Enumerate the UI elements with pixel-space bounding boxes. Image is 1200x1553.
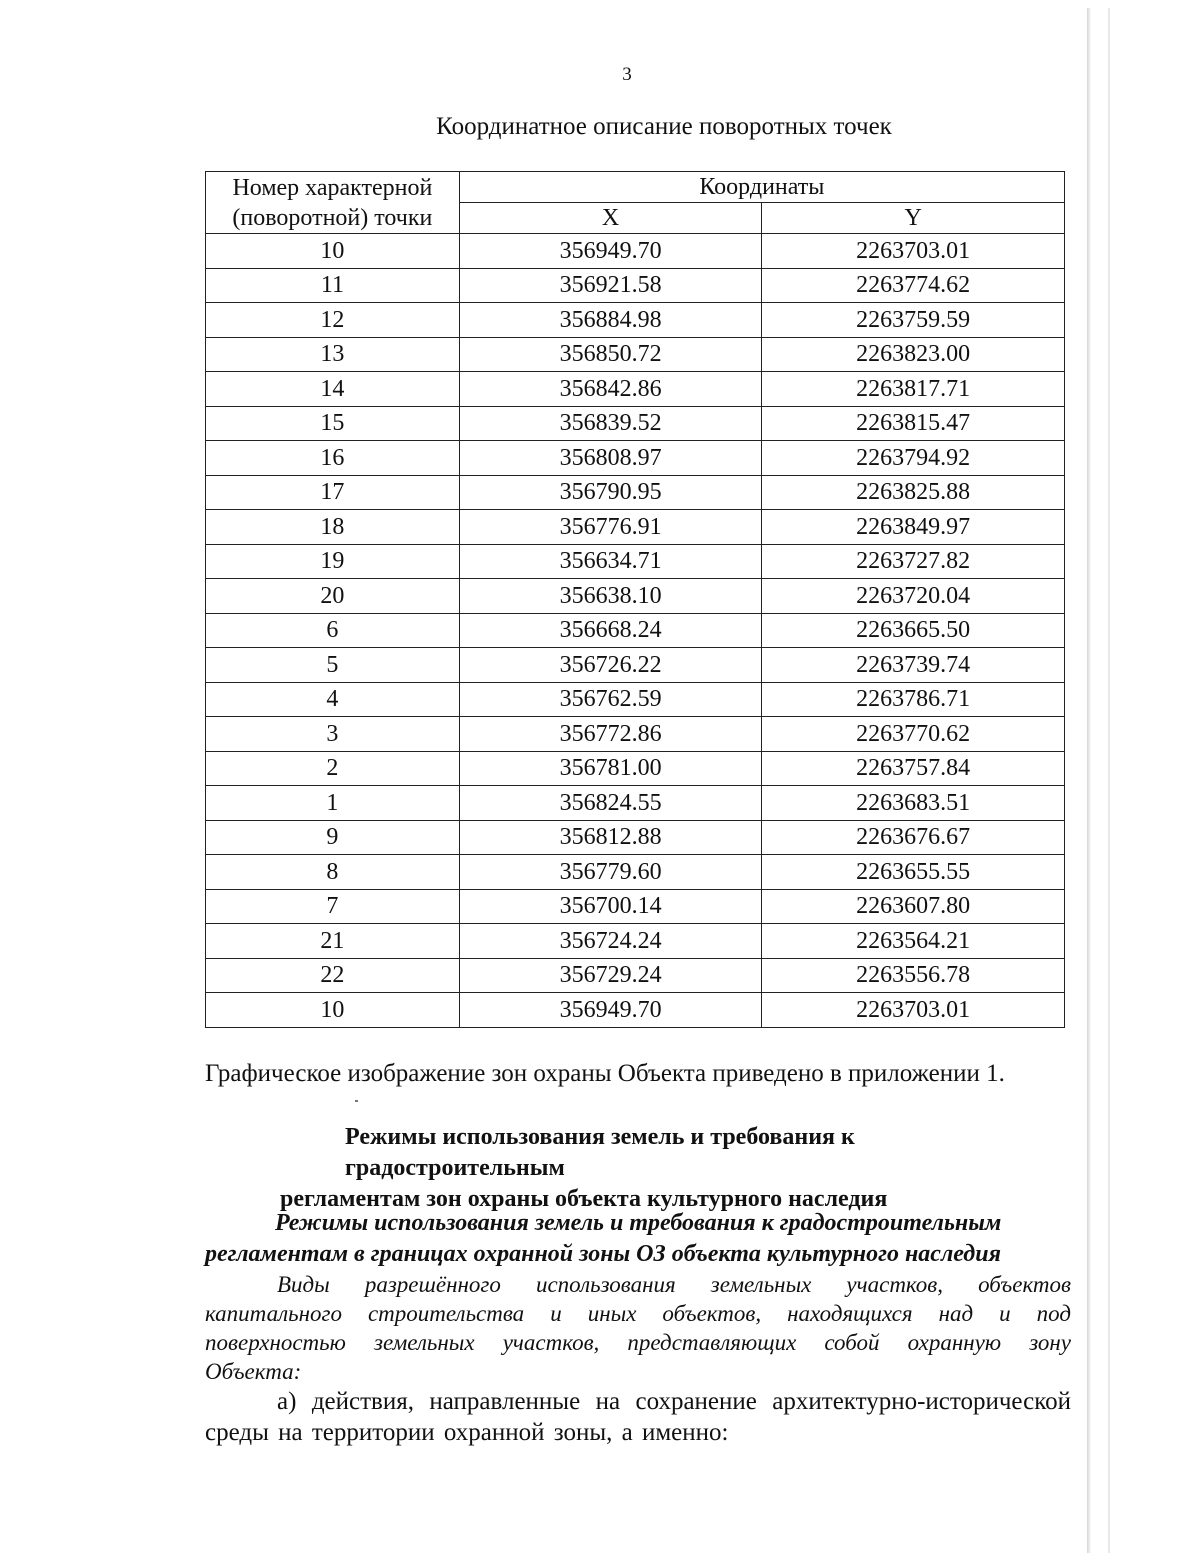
y-cell: 2263739.74: [762, 648, 1065, 683]
subsection-heading-line2: регламентам в границах охранной зоны ОЗ объекта культурного наследия: [205, 1241, 1001, 1267]
y-cell: 2263794.92: [762, 441, 1065, 476]
intro-paragraph: Виды разрешённого использования земельных участков, объектов капитального строительства и иных объектов, находящихся над и под поверхностью земельных участков, представляющих собой охранную зону Объекта:: [205, 1272, 1071, 1384]
table-row: [206, 510, 1065, 545]
point-cell: 19: [206, 544, 460, 579]
point-cell: 20: [206, 579, 460, 614]
point-cell: 22: [206, 958, 460, 993]
table-row: [206, 303, 1065, 338]
x-cell: 356776.91: [459, 510, 762, 545]
x-cell: 356839.52: [459, 406, 762, 441]
point-cell: 8: [206, 855, 460, 890]
y-cell: 2263817.71: [762, 372, 1065, 407]
table-row: [206, 717, 1065, 752]
x-cell: 356790.95: [459, 475, 762, 510]
x-cell: 356921.58: [459, 268, 762, 303]
x-cell: 356850.72: [459, 337, 762, 372]
x-cell: 356812.88: [459, 820, 762, 855]
y-cell: 2263703.01: [762, 234, 1065, 269]
header-y: Y: [762, 203, 1065, 234]
point-cell: 12: [206, 303, 460, 338]
table-row: [206, 337, 1065, 372]
y-cell: 2263759.59: [762, 303, 1065, 338]
x-cell: 356724.24: [459, 924, 762, 959]
x-cell: 356779.60: [459, 855, 762, 890]
page-edge-shadow: [1087, 8, 1091, 1553]
x-cell: 356884.98: [459, 303, 762, 338]
y-cell: 2263720.04: [762, 579, 1065, 614]
table-row: [206, 993, 1065, 1028]
x-cell: 356729.24: [459, 958, 762, 993]
y-cell: 2263665.50: [762, 613, 1065, 648]
x-cell: 356700.14: [459, 889, 762, 924]
point-cell: 5: [206, 648, 460, 683]
point-cell: 10: [206, 234, 460, 269]
table-row: [206, 820, 1065, 855]
point-cell: 13: [206, 337, 460, 372]
table-title: Координатное описание поворотных точек: [436, 113, 892, 140]
subsection-heading: [205, 1208, 1075, 1270]
table-row: [206, 889, 1065, 924]
y-cell: 2263607.80: [762, 889, 1065, 924]
x-cell: 356949.70: [459, 993, 762, 1028]
y-cell: 2263770.62: [762, 717, 1065, 752]
x-cell: 356634.71: [459, 544, 762, 579]
point-cell: 4: [206, 682, 460, 717]
x-cell: 356638.10: [459, 579, 762, 614]
table-row: [206, 475, 1065, 510]
y-cell: 2263676.67: [762, 820, 1065, 855]
x-cell: 356842.86: [459, 372, 762, 407]
table-row: [206, 648, 1065, 683]
header-x: X: [459, 203, 762, 234]
table-row: [206, 406, 1065, 441]
table-row: [206, 924, 1065, 959]
subsection-heading-line1: Режимы использования земель и требования к градостроительным: [275, 1210, 1002, 1236]
header-coordinates: Координаты: [459, 172, 1064, 203]
x-cell: 356781.00: [459, 751, 762, 786]
table-row: [206, 441, 1065, 476]
y-cell: 2263703.01: [762, 993, 1065, 1028]
page-number: 3: [622, 64, 632, 85]
point-cell: 11: [206, 268, 460, 303]
y-cell: 2263556.78: [762, 958, 1065, 993]
point-cell: 21: [206, 924, 460, 959]
table-row: [206, 613, 1065, 648]
x-cell: 356808.97: [459, 441, 762, 476]
point-cell: 16: [206, 441, 460, 476]
y-cell: 2263727.82: [762, 544, 1065, 579]
point-cell: 3: [206, 717, 460, 752]
y-cell: 2263655.55: [762, 855, 1065, 890]
table-row: [206, 544, 1065, 579]
section-heading-line2: регламентам зон охраны объекта культурного наследия: [280, 1186, 888, 1212]
y-cell: 2263786.71: [762, 682, 1065, 717]
table-body: [206, 234, 1065, 1028]
section-heading-line1: Режимы использования земель и требования к градостроительным: [345, 1124, 855, 1181]
point-cell: 9: [206, 820, 460, 855]
point-cell: 2: [206, 751, 460, 786]
scan-speck: [355, 1100, 358, 1102]
point-cell: 17: [206, 475, 460, 510]
x-cell: 356668.24: [459, 613, 762, 648]
page-edge-line: [1108, 8, 1110, 1553]
table-row: [206, 786, 1065, 821]
point-cell: 15: [206, 406, 460, 441]
table-row: [206, 682, 1065, 717]
y-cell: 2263683.51: [762, 786, 1065, 821]
section-heading: [205, 1122, 1075, 1215]
x-cell: 356762.59: [459, 682, 762, 717]
y-cell: 2263564.21: [762, 924, 1065, 959]
header-point-line2: (поворотной) точки: [232, 204, 433, 231]
table-row: [206, 855, 1065, 890]
list-item-a: а) действия, направленные на сохранение архитектурно-исторической среды на территории охранной зоны, а именно:: [205, 1388, 1071, 1446]
point-cell: 6: [206, 613, 460, 648]
table-row: [206, 579, 1065, 614]
point-cell: 7: [206, 889, 460, 924]
table-header-row-1: [206, 172, 1065, 203]
table-row: [206, 268, 1065, 303]
y-cell: 2263825.88: [762, 475, 1065, 510]
y-cell: 2263757.84: [762, 751, 1065, 786]
table-row: [206, 234, 1065, 269]
coordinates-table: [205, 171, 1065, 1028]
y-cell: 2263823.00: [762, 337, 1065, 372]
point-cell: 10: [206, 993, 460, 1028]
point-cell: 14: [206, 372, 460, 407]
x-cell: 356824.55: [459, 786, 762, 821]
point-cell: 18: [206, 510, 460, 545]
table-row: [206, 372, 1065, 407]
x-cell: 356726.22: [459, 648, 762, 683]
table-row: [206, 958, 1065, 993]
table-row: [206, 751, 1065, 786]
y-cell: 2263815.47: [762, 406, 1065, 441]
y-cell: 2263774.62: [762, 268, 1065, 303]
header-point-line1: Номер характерной: [232, 174, 433, 201]
y-cell: 2263849.97: [762, 510, 1065, 545]
graphic-note: Графическое изображение зон охраны Объекта приведено в приложении 1.: [205, 1060, 1005, 1087]
header-point-number: [206, 172, 460, 234]
x-cell: 356772.86: [459, 717, 762, 752]
x-cell: 356949.70: [459, 234, 762, 269]
point-cell: 1: [206, 786, 460, 821]
